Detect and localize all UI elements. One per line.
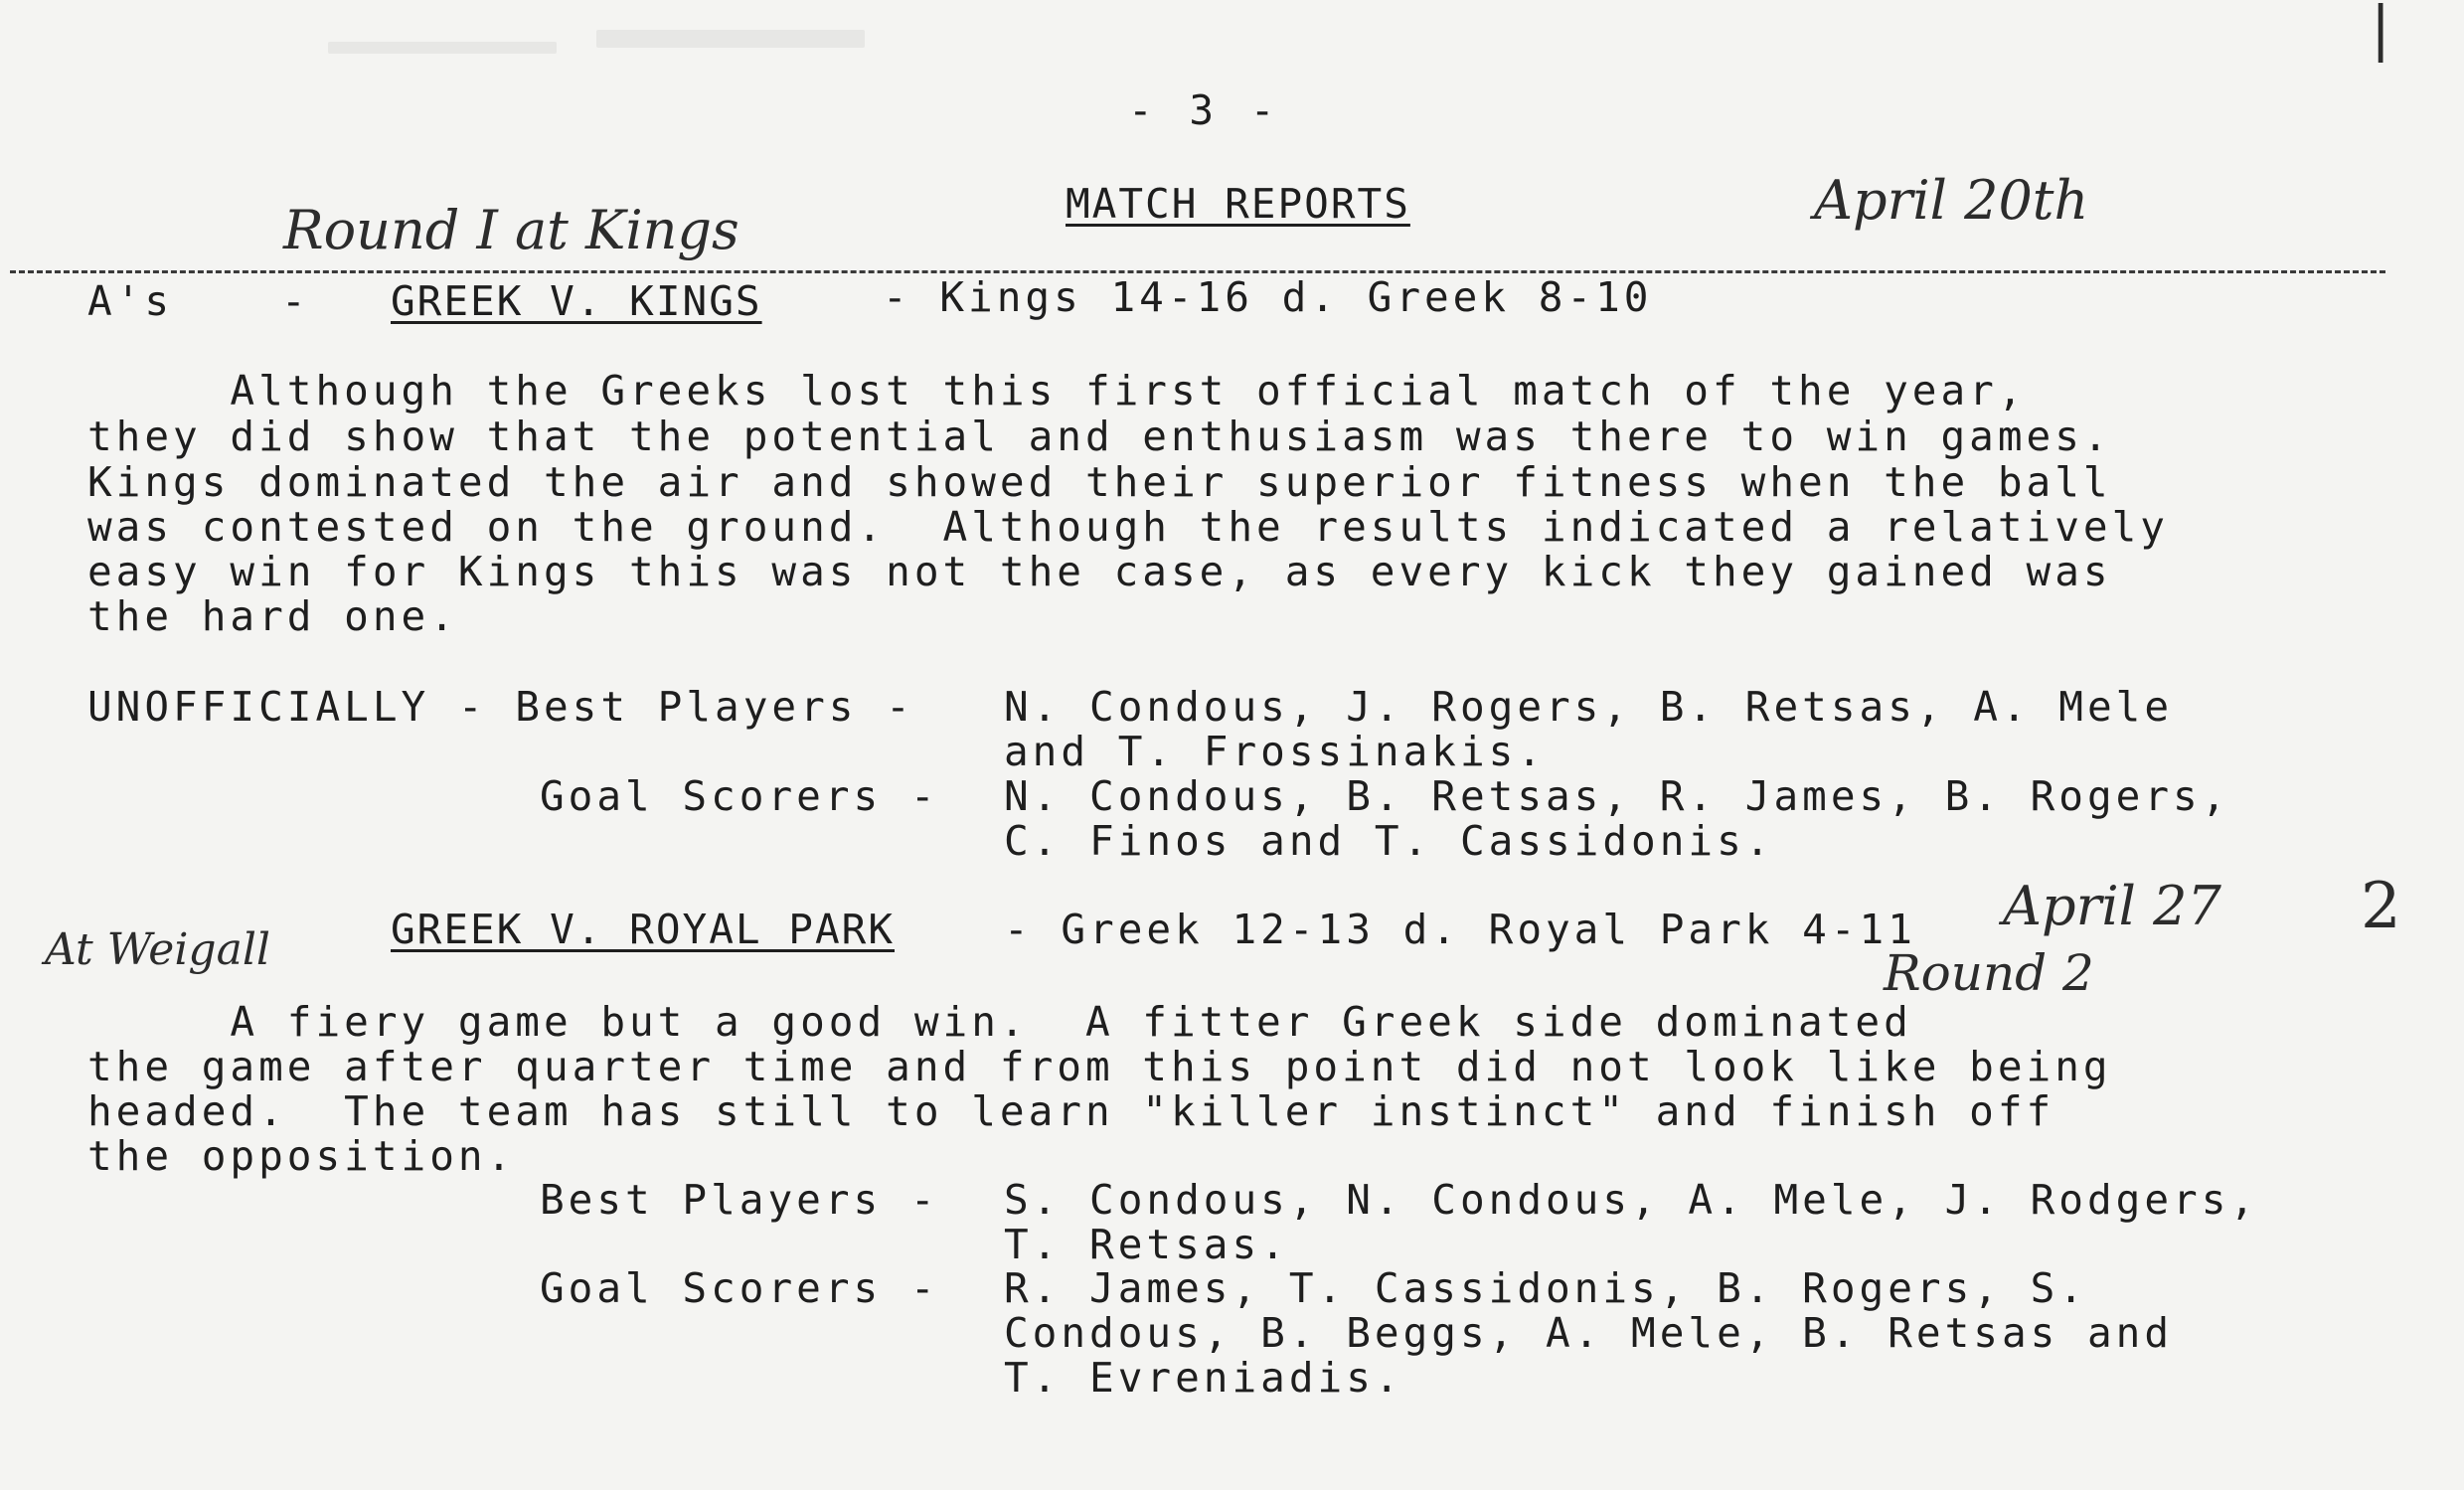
match2-paragraph-line: the game after quarter time and from this point did not look like being [87, 1043, 2112, 1090]
match1-best-players-label: UNOFFICIALLY - Best Players - [87, 683, 914, 731]
match1-paragraph-line: Although the Greeks lost this first official match of the year, [87, 367, 2027, 414]
match2-goal-scorers-label: Goal Scorers - [540, 1264, 939, 1312]
match2-goal-scorers-line: Condous, B. Beggs, A. Mele, B. Retsas and [1004, 1309, 2174, 1357]
scan-smudge [596, 30, 865, 48]
match2-goal-scorers-line: R. James, T. Cassidonis, B. Rogers, S. [1004, 1264, 2087, 1312]
match1-best-players-line: N. Condous, J. Rogers, B. Retsas, A. Mele [1004, 683, 2174, 731]
match1-goal-scorers-label: Goal Scorers - [540, 772, 939, 820]
handwritten-round2-number: 2 [2361, 870, 2401, 943]
scan-smudge [328, 42, 557, 54]
match1-result: - Kings 14-16 d. Greek 8-10 [883, 273, 1653, 321]
match1-grade: A's [87, 277, 174, 325]
match1-paragraph-line: they did show that the potential and enthusiasm was there to win games. [87, 413, 2112, 460]
handwritten-date1: April 20th [1814, 169, 2089, 232]
match2-paragraph-line: A fiery game but a good win. A fitter Greek side dominated [87, 998, 1912, 1046]
match2-paragraph-line: headed. The team has still to learn "killer instinct" and finish off [87, 1087, 2055, 1135]
handwritten-round2: Round 2 [1884, 944, 2094, 1002]
page-number: - 3 - [1128, 86, 1281, 134]
match1-dash: - [281, 277, 310, 325]
page-heading: MATCH REPORTS [1066, 180, 1410, 228]
match1-paragraph-line: was contested on the ground. Although the results indicated a relatively [87, 503, 2169, 551]
match1-best-players-line: and T. Frossinakis. [1004, 728, 1546, 775]
match1-paragraph-line: easy win for Kings this was not the case, as every kick they gained was [87, 548, 2112, 595]
handwritten-venue2: At Weigall [45, 924, 270, 975]
match2-title: GREEK V. ROYAL PARK [391, 906, 895, 953]
match2-goal-scorers-line: T. Evreniadis. [1004, 1354, 1403, 1402]
match1-paragraph-line: Kings dominated the air and showed their superior fitness when the ball [87, 458, 2112, 506]
margin-mark-top-right: | [2371, 0, 2391, 64]
match1-goal-scorers-line: N. Condous, B. Retsas, R. James, B. Rogers, [1004, 772, 2230, 820]
handwritten-round1: Round I at Kings [283, 199, 739, 261]
match1-title: GREEK V. KINGS [391, 277, 762, 325]
match2-result: - Greek 12-13 d. Royal Park 4-11 [1004, 906, 1916, 953]
match2-best-players-line: T. Retsas. [1004, 1221, 1289, 1268]
match2-paragraph-line: the opposition. [87, 1132, 516, 1180]
match2-best-players-line: S. Condous, N. Condous, A. Mele, J. Rodgers, [1004, 1176, 2259, 1224]
match2-best-players-label: Best Players - [540, 1176, 939, 1224]
match1-goal-scorers-line: C. Finos and T. Cassidonis. [1004, 817, 1774, 865]
handwritten-date2: April 27 [2003, 875, 2221, 937]
match1-paragraph-line: the hard one. [87, 592, 458, 640]
